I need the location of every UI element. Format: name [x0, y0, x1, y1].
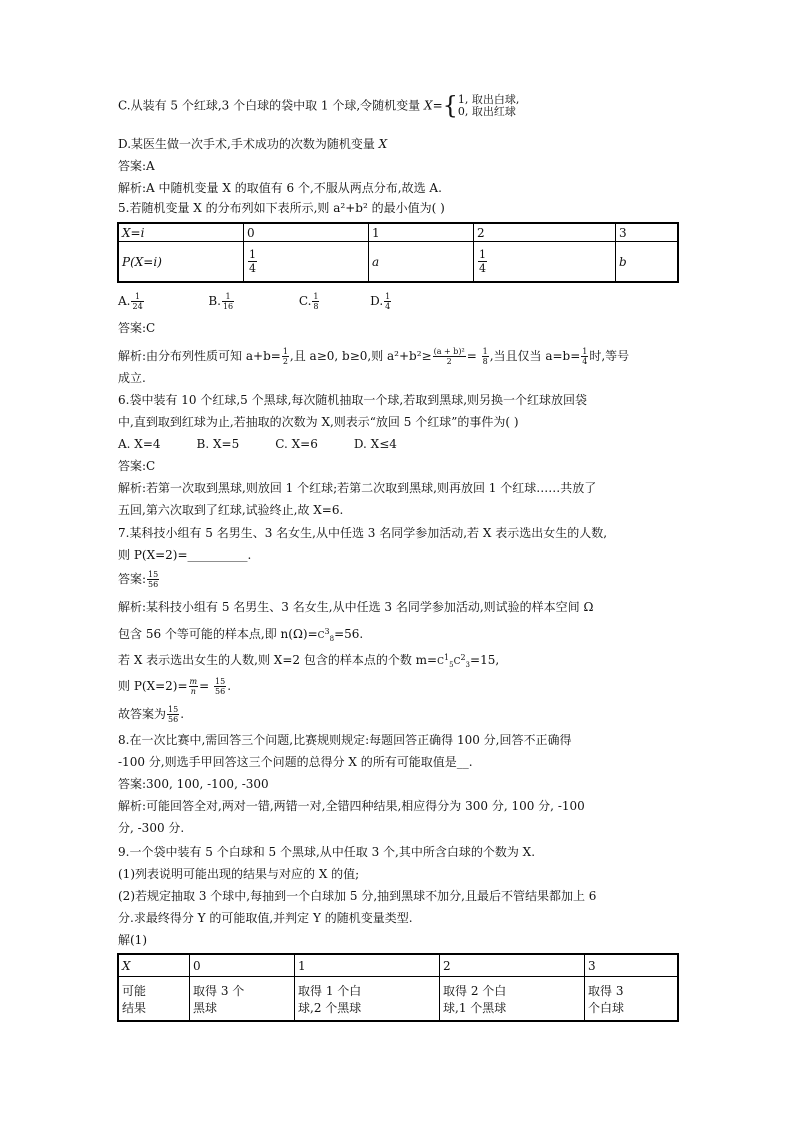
- table-cell: 取得 3 个 黑球: [190, 977, 295, 1021]
- table-cell: 可能 结果: [119, 977, 190, 1021]
- table-cell: 取得 3 个白球: [585, 977, 678, 1021]
- table-cell: 取得 1 个白 球,2 个黑球: [295, 977, 440, 1021]
- q7-explain-5: 故答案为 $\frac{15}{56}$ .: [118, 705, 185, 724]
- q9-part-2a: (2)若规定抽取 3 个球中,每抽到一个白球加 5 分,抽到黑球不加分,且最后不管结果都加上 6: [118, 889, 597, 903]
- q7-explain-1: 解析:某科技小组有 5 名男生、3 名女生,从中任选 3 名同学参加活动,则试验的样本空间 Ω: [118, 600, 594, 614]
- q5-explain-end: 成立.: [118, 371, 146, 385]
- q6-answer: 答案:C: [118, 459, 156, 473]
- table-cell: P(X=i): [119, 242, 244, 282]
- table-cell: X: [119, 955, 190, 977]
- q5-stem: 5.若随机变量 X 的分布列如下表所示,则 a²+b² 的最小值为( ): [118, 201, 445, 215]
- q9-solution: 解(1): [118, 933, 147, 947]
- q7-explain-4: 则 P(X=2)= $\frac{m}{n}$ = $\frac{15}{56}$ .: [118, 677, 232, 696]
- option-d: D.某医生做一次手术,手术成功的次数为随机变量 X: [118, 137, 388, 151]
- table-cell: 0: [190, 955, 295, 977]
- q7-explain-3: 若 X 表示选出女生的人数,则 X=2 包含的样本点的个数 $m=C1_5C2_3=15$,: [118, 653, 500, 669]
- q8-explain-2: 分, -300 分.: [118, 821, 185, 835]
- q7-stem-1: 7.某科技小组有 5 名男生、3 名女生,从中任选 3 名同学参加活动,若 X 表示选出女生的人数,: [118, 526, 608, 540]
- q8-stem-1: 8.在一次比赛中,需回答三个问题,比赛规则规定:每题回答正确得 100 分,回答不正确得: [118, 733, 572, 747]
- table-cell: X=i: [119, 224, 244, 242]
- q8-answer: 答案:300, 100, -100, -300: [118, 777, 269, 791]
- q8-explain-1: 解析:可能回答全对,两对一错,两错一对,全错四种结果,相应得分为 300 分, 100 分, -100: [118, 799, 585, 813]
- table-cell: 3: [585, 955, 678, 977]
- q5-answer: 答案:C: [118, 321, 156, 335]
- table-cell: 3: [616, 224, 678, 242]
- case-line: 0, 取出红球: [457, 105, 516, 118]
- q6-explain-1: 解析:若第一次取到黑球,则放回 1 个红球;若第二次取到黑球,则再放回 1 个红球……共放了: [118, 481, 597, 495]
- table-cell: 取得 2 个白 球,1 个黑球: [440, 977, 585, 1021]
- q8-stem-2: -100 分,则选手甲回答这三个问题的总得分 X 的所有可能取值是__.: [118, 755, 473, 769]
- q4-explain: 解析:A 中随机变量 X 的取值有 6 个,不服从两点分布,故选 A.: [118, 181, 442, 195]
- table-cell: b: [616, 242, 678, 282]
- q9-part-2b: 分.求最终得分 Y 的可能取值,并判定 Y 的随机变量类型.: [118, 911, 413, 925]
- table-cell: $\frac{1}{4}$: [244, 242, 369, 282]
- q6-options: A. X=4 B. X=5 C. X=6 D. X≤4: [118, 437, 397, 451]
- q9-outcome-table: [118, 954, 678, 1021]
- q7-answer: 答案: $\frac{15}{56}$: [118, 570, 159, 589]
- q6-stem-2: 中,直到取到红球为止,若抽取的次数为 X,则表示“放回 5 个红球”的事件为( ): [118, 415, 519, 429]
- table-cell: 1: [369, 224, 474, 242]
- table-cell: 1: [295, 955, 440, 977]
- q7-stem-2: 则 P(X=2)=__________.: [118, 548, 252, 562]
- table-cell: 0: [244, 224, 369, 242]
- q5-explain: 解析:由分布列性质可知 a+b= $\frac{1}{2}$ ,且 a≥0, b≥0,则 a²+b²≥ $\frac{\text{(a + b)²}}{2}$ = $\frac{1}{8}$ ,当且仅当 a=b= $\frac{1}{4}$ 时,等号: [118, 347, 630, 366]
- q6-stem-1: 6.袋中装有 10 个红球,5 个黑球,每次随机抽取一个球,若取到黑球,则另换一个红球放回袋: [118, 393, 588, 407]
- case-line: 1, 取出白球,: [457, 93, 520, 106]
- q9-part-1: (1)列表说明可能出现的结果与对应的 X 的值;: [118, 867, 360, 881]
- table-cell: $\frac{1}{4}$: [474, 242, 616, 282]
- q9-stem: 9.一个袋中装有 5 个白球和 5 个黑球,从中任取 3 个,其中所含白球的个数为 X.: [118, 845, 536, 859]
- q4-answer: 答案:A: [118, 159, 155, 173]
- table-cell: 2: [440, 955, 585, 977]
- table-cell: 2: [474, 224, 616, 242]
- q6-explain-2: 五回,第六次取到了红球,试验终止,故 X=6.: [118, 503, 344, 517]
- option-c: C.从装有 5 个红球,3 个白球的袋中取 1 个球,令随机变量 X={1, 取出白球, 0, 取出红球: [118, 91, 520, 120]
- q5-options: A. $\frac{1}{24}$ B. $\frac{1}{16}$ C. $\frac{1}{8}$ D. $\frac{1}{4}$: [118, 292, 391, 311]
- q7-explain-2: 包含 56 个等可能的样本点,即 $n(\Omega)=C3_8=56$.: [118, 627, 364, 643]
- q5-distribution-table: [118, 223, 678, 282]
- table-cell: a: [369, 242, 474, 282]
